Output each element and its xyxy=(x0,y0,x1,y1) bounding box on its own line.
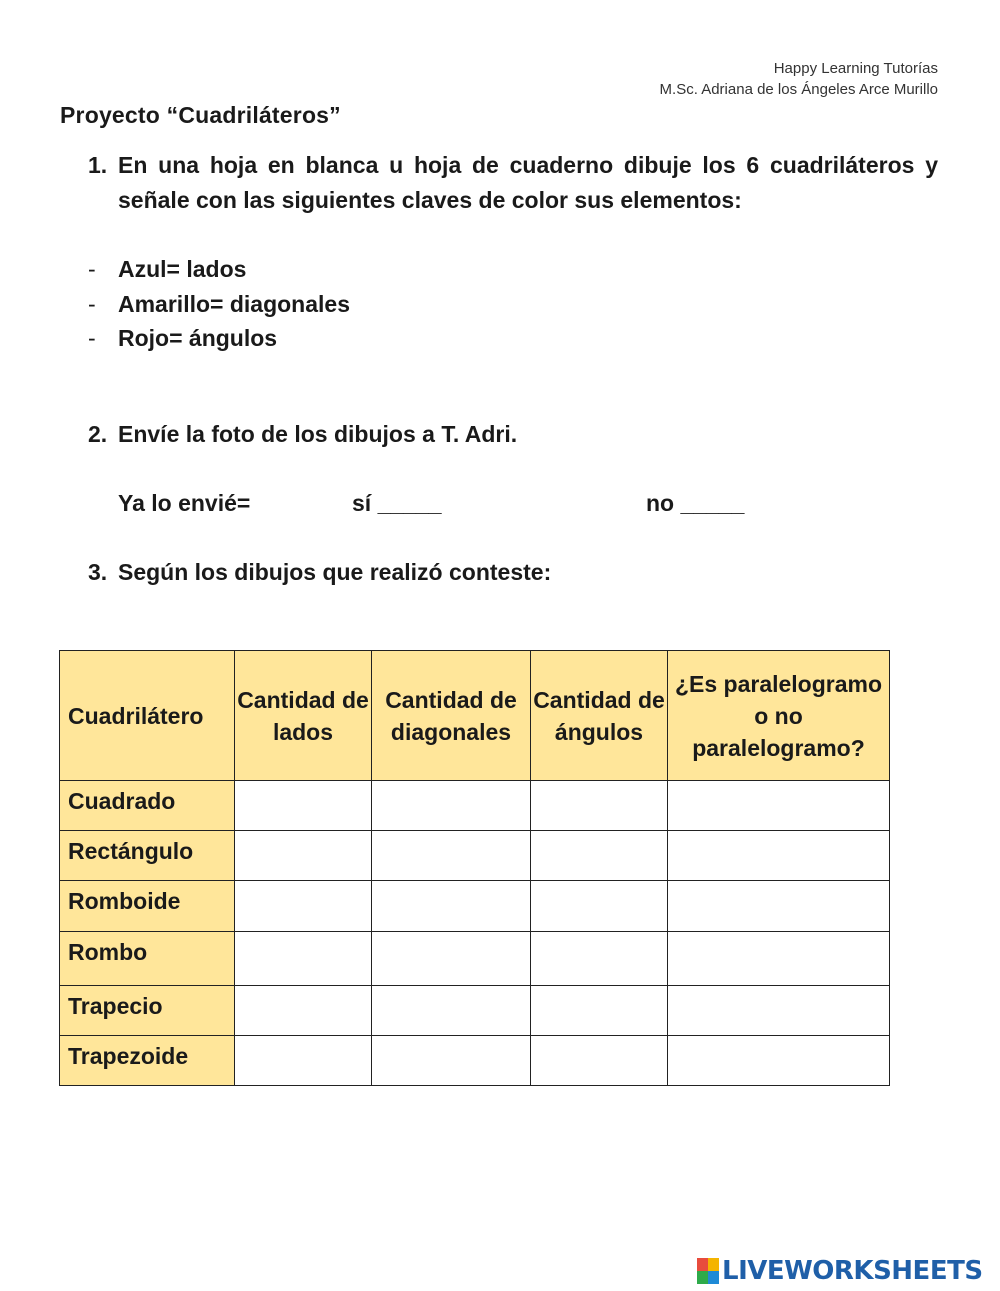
answer-cell[interactable] xyxy=(531,781,668,831)
table-row xyxy=(60,781,890,831)
answer-cell[interactable] xyxy=(531,1036,668,1086)
header-line-2: M.Sc. Adriana de los Ángeles Arce Murillo xyxy=(659,81,938,98)
instruction-number: 2. xyxy=(88,421,108,447)
color-key-red xyxy=(88,321,277,356)
answer-cell[interactable] xyxy=(235,1036,372,1086)
answer-cell[interactable] xyxy=(668,1036,890,1086)
table-row xyxy=(60,831,890,881)
answer-cell[interactable] xyxy=(668,881,890,932)
brand-wordmark: LIVEWORKSHEETS xyxy=(722,1256,983,1286)
sent-no-blank[interactable]: no _____ xyxy=(646,490,745,516)
answer-cell[interactable] xyxy=(235,986,372,1036)
answer-cell[interactable] xyxy=(531,986,668,1036)
answer-cell[interactable] xyxy=(668,986,890,1036)
liveworksheets-brand[interactable] xyxy=(697,1251,983,1291)
answer-cell[interactable] xyxy=(235,932,372,986)
sent-label: Ya lo envié= xyxy=(118,490,251,516)
instruction-1 xyxy=(88,148,938,218)
answer-cell[interactable] xyxy=(372,986,531,1036)
table-row xyxy=(60,986,890,1036)
header-parallelogram: ¿Es paralelogramo o no paralelogramo? xyxy=(668,651,890,781)
liveworksheets-logo-icon xyxy=(697,1258,719,1284)
row-name: Romboide xyxy=(60,881,235,932)
instruction-text: Envíe la foto de los dibujos a T. Adri. xyxy=(118,421,518,447)
row-name: Trapecio xyxy=(60,986,235,1036)
logo-square-green xyxy=(697,1271,708,1284)
row-name: Trapezoide xyxy=(60,1036,235,1086)
color-key-blue xyxy=(88,252,246,287)
answer-cell[interactable] xyxy=(531,831,668,881)
header-quadrilateral: Cuadrilátero xyxy=(60,651,235,781)
instruction-text: Según los dibujos que realizó conteste: xyxy=(118,559,552,585)
color-key-text: Rojo= ángulos xyxy=(118,325,278,351)
answer-cell[interactable] xyxy=(372,881,531,932)
row-name: Rombo xyxy=(60,932,235,986)
table-row xyxy=(60,881,890,932)
answer-cell[interactable] xyxy=(372,831,531,881)
answer-cell[interactable] xyxy=(235,881,372,932)
header-angles: Cantidad de ángulos xyxy=(531,651,668,781)
sent-yes-blank[interactable]: sí _____ xyxy=(352,490,442,516)
answer-cell[interactable] xyxy=(531,932,668,986)
worksheet-header xyxy=(660,58,938,100)
logo-square-yellow xyxy=(708,1258,719,1271)
answer-cell[interactable] xyxy=(235,781,372,831)
answer-cell[interactable] xyxy=(372,1036,531,1086)
bullet-dash: - xyxy=(88,291,96,317)
answer-cell[interactable] xyxy=(235,831,372,881)
bullet-dash: - xyxy=(88,256,96,282)
answer-cell[interactable] xyxy=(372,932,531,986)
instruction-number: 1. xyxy=(88,152,108,178)
logo-square-blue xyxy=(708,1271,719,1284)
row-name: Cuadrado xyxy=(60,781,235,831)
answer-cell[interactable] xyxy=(531,881,668,932)
row-name: Rectángulo xyxy=(60,831,235,881)
quadrilateral-table xyxy=(59,650,890,1086)
answer-cell[interactable] xyxy=(668,781,890,831)
color-key-text: Azul= lados xyxy=(118,256,247,282)
table-row xyxy=(60,1036,890,1086)
instruction-3 xyxy=(88,555,938,590)
table-header-row xyxy=(60,651,890,781)
instruction-2 xyxy=(88,417,938,452)
page-title: Proyecto “Cuadriláteros” xyxy=(60,102,341,128)
logo-square-red xyxy=(697,1258,708,1271)
header-diagonals: Cantidad de diagonales xyxy=(372,651,531,781)
answer-cell[interactable] xyxy=(668,932,890,986)
color-key-yellow xyxy=(88,287,350,322)
header-line-1: Happy Learning Tutorías xyxy=(773,60,938,77)
table-row xyxy=(60,932,890,986)
instruction-text: En una hoja en blanca u hoja de cuaderno dibuje los 6 cuadriláteros y señale con las siguientes claves de color sus elementos: xyxy=(118,152,938,213)
answer-cell[interactable] xyxy=(668,831,890,881)
instruction-number: 3. xyxy=(88,559,108,585)
bullet-dash: - xyxy=(88,325,96,351)
answer-cell[interactable] xyxy=(372,781,531,831)
header-sides: Cantidad de lados xyxy=(235,651,372,781)
color-key-text: Amarillo= diagonales xyxy=(118,291,350,317)
